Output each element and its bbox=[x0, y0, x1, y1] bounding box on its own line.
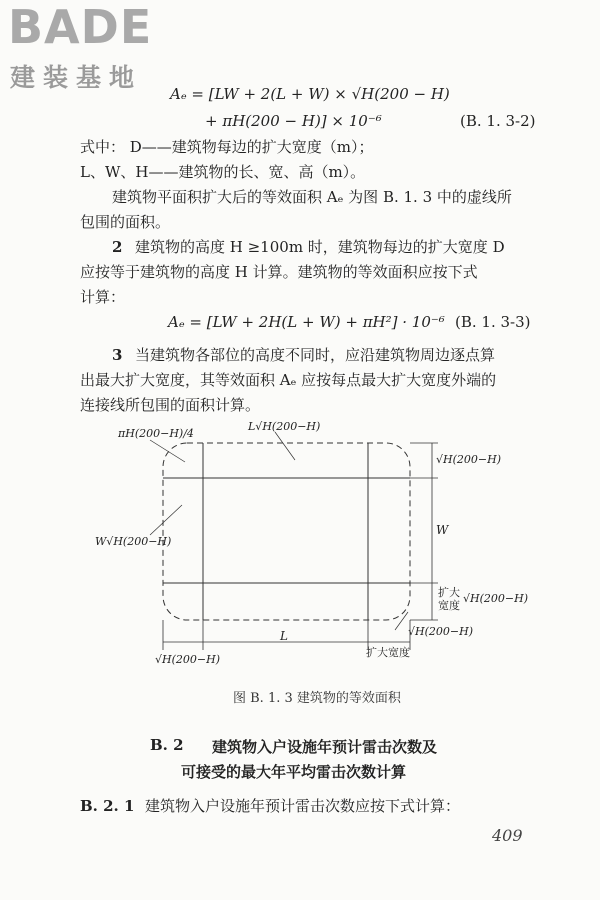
item-3-line-1: 当建筑物各部位的高度不同时，应沿建筑物周边逐点算 bbox=[135, 346, 496, 364]
bottom-expand-label: 扩大宽度 bbox=[366, 646, 410, 659]
where-line-1: 式中： D——建筑物每边的扩大宽度（m）； bbox=[80, 138, 374, 156]
formula-b133: Aₑ = [LW + 2H(L + W) + πH²] · 10⁻⁶ bbox=[168, 313, 445, 331]
bottom-right-value: √H(200−H) bbox=[408, 625, 473, 638]
subsection-number: B. 2. 1 bbox=[80, 797, 135, 815]
item-2-number: 2 bbox=[112, 238, 123, 256]
brand-logo: BADE bbox=[8, 0, 153, 54]
item-3-number: 3 bbox=[112, 346, 123, 364]
right-expand-value: √H(200−H) bbox=[463, 592, 528, 605]
item-2-line-3: 计算： bbox=[80, 288, 126, 306]
item-3-line-2: 出最大扩大宽度，其等效面积 Aₑ 应按每点最大扩大宽度外端的 bbox=[80, 371, 497, 389]
item-2-line-1: 建筑物的高度 H ≥100m 时，建筑物每边的扩大宽度 D bbox=[135, 238, 505, 256]
section-title-line-1: 建筑物入户设施年预计雷击次数及 bbox=[212, 738, 438, 756]
bottom-left-value: √H(200−H) bbox=[155, 653, 220, 666]
figure-caption: 图 B. 1. 3 建筑物的等效面积 bbox=[233, 691, 401, 706]
item-2-line-2: 应按等于建筑物的高度 H 计算。建筑物的等效面积应按下式 bbox=[80, 263, 478, 281]
right-expand-word-1: 扩大 bbox=[438, 586, 460, 599]
paragraph-1-line-2: 包围的面积。 bbox=[80, 213, 171, 231]
top-strip-label: L√H(200−H) bbox=[248, 420, 321, 433]
section-number: B. 2 bbox=[150, 736, 184, 754]
formula-b132-line2: + πH(200 − H)] × 10⁻⁶ bbox=[205, 112, 382, 130]
brand-logo-subtitle: 建装基地 bbox=[10, 63, 143, 92]
bottom-l-label: L bbox=[280, 629, 288, 643]
formula-b132-label: (B. 1. 3-2) bbox=[460, 112, 536, 130]
page-number: 409 bbox=[492, 826, 523, 845]
corner-area-label: πH(200−H)/4 bbox=[118, 427, 194, 440]
section-title-line-2: 可接受的最大年平均雷击次数计算 bbox=[181, 763, 407, 781]
right-expand-word-2: 宽度 bbox=[438, 599, 460, 612]
right-w-label: W bbox=[436, 523, 449, 537]
equivalent-area-figure bbox=[0, 415, 600, 675]
paragraph-1-line-1: 建筑物平面积扩大后的等效面积 Aₑ 为图 B. 1. 3 中的虚线所 bbox=[112, 188, 512, 206]
item-3-line-3: 连接线所包围的面积计算。 bbox=[80, 396, 261, 414]
formula-b132-line1: Aₑ = [LW + 2(L + W) × √H(200 − H) bbox=[170, 85, 450, 103]
subsection-text: 建筑物入户设施年预计雷击次数应按下式计算： bbox=[145, 797, 461, 815]
right-top-width-label: √H(200−H) bbox=[436, 453, 501, 466]
left-strip-label: W√H(200−H) bbox=[95, 535, 172, 548]
equivalent-area-outline bbox=[163, 443, 410, 620]
where-line-2: L、W、H——建筑物的长、宽、高（m）。 bbox=[80, 163, 366, 181]
formula-b133-label: (B. 1. 3-3) bbox=[455, 313, 531, 331]
